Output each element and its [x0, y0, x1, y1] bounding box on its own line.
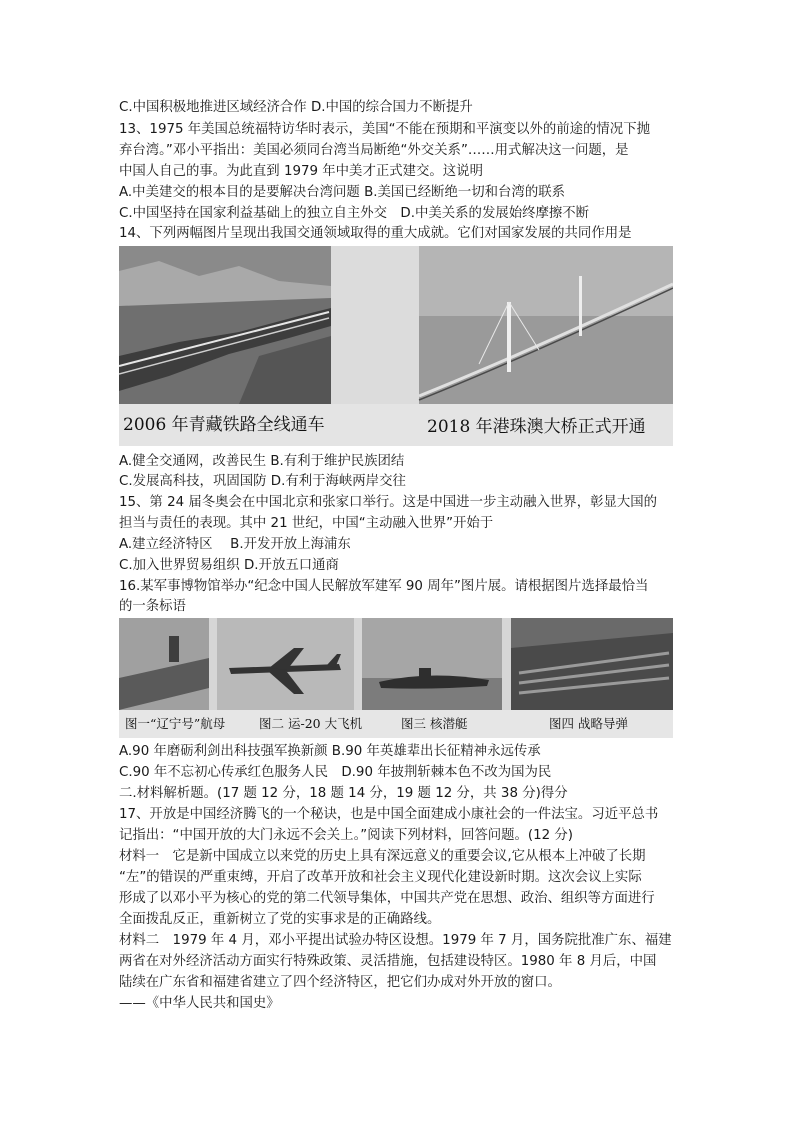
carrier-photo	[119, 618, 209, 710]
q16-figure	[119, 618, 673, 738]
material-1-line-3: 形成了以邓小平为核心的党的第二代领导集体，中国共产党在思想、政治、组织等方面进行	[119, 891, 655, 906]
q16-caption-2: 图二 运-20 大飞机	[259, 716, 363, 731]
q14-stem: 14、下列两幅图片呈现出我国交通领域取得的重大成就。它们对国家发展的共同作用是	[119, 226, 632, 241]
q17-stem-line-2: 记指出：“中国开放的大门永远不会关上。”阅读下列材料，回答问题。(12 分)	[119, 828, 574, 843]
q14-right-caption: 2018 年港珠澳大桥正式开通	[427, 417, 646, 437]
q16-caption-3: 图三 核潜艇	[401, 716, 468, 731]
q13-stem-line-1: 13、1975 年美国总统福特访华时表示，美国“不能在预期和平演变以外的前途的情况下抛	[119, 122, 650, 137]
section-2-heading: 二.材料解析题。(17 题 12 分，18 题 14 分，19 题 12 分，共 38 分)得分	[119, 786, 568, 801]
material-2-line-2: 两省在对外经济活动方面实行特殊政策、灵活措施，包括建设特区。1980 年 8 月后，中国	[119, 954, 657, 969]
q14-options-cd: C.发展高科技，巩固国防 D.有利于海峡两岸交往	[119, 474, 406, 489]
q13-stem-line-3: 中国人自己的事。为此直到 1979 年中美才正式建交。这说明	[119, 164, 483, 179]
material-2-line-3: 陆续在广东省和福建省建立了四个经济特区，把它们办成对外开放的窗口。	[119, 975, 561, 990]
q13-stem-line-2: 弃台湾。”邓小平指出：美国必须同台湾当局断绝“外交关系”……用式解决这一问题，是	[119, 143, 629, 158]
missile-photo	[511, 618, 673, 710]
material-2-source: ——《中华人民共和国史》	[119, 996, 280, 1011]
q14-options-ab: A.健全交通网，改善民生 B.有利于维护民族团结	[119, 454, 405, 469]
material-1-line-4: 全面拨乱反正，重新树立了党的实事求是的正确路线。	[119, 912, 441, 927]
q15-stem-line-1: 15、第 24 届冬奥会在中国北京和张家口举行。这是中国进一步主动融入世界，彰显大国的	[119, 495, 658, 510]
q17-stem-line-1: 17、开放是中国经济腾飞的一个秘诀，也是中国全面建成小康社会的一件法宝。习近平总书	[119, 807, 659, 822]
bridge-photo	[419, 246, 673, 404]
q12-options-cd: C.中国积极地推进区域经济合作 D.中国的综合国力不断提升	[119, 100, 473, 115]
plane-photo	[217, 618, 354, 710]
railway-photo	[119, 246, 331, 404]
q14-left-caption: 2006 年青藏铁路全线通车	[123, 415, 325, 435]
material-2-line-1: 材料二 1979 年 4 月，邓小平提出试验办特区设想。1979 年 7 月，国务院批准广东、福建	[119, 933, 672, 948]
q14-figure	[119, 246, 673, 446]
q15-options-cd: C.加入世界贸易组织 D.开放五口通商	[119, 558, 339, 573]
q15-stem-line-2: 担当与责任的表现。其中 21 世纪，中国“主动融入世界”开始于	[119, 516, 494, 531]
q13-options-cd: C.中国坚持在国家利益基础上的独立自主外交 D.中美关系的发展始终摩擦不断	[119, 206, 590, 221]
q16-caption-4: 图四 战略导弹	[549, 716, 628, 731]
q16-options-cd: C.90 年不忘初心传承红色服务人民 D.90 年披荆斩棘本色不改为国为民	[119, 765, 552, 780]
q15-options-ab: A.建立经济特区 B.开发开放上海浦东	[119, 537, 351, 552]
submarine-photo	[362, 618, 502, 710]
q13-options-ab: A.中美建交的根本目的是要解决台湾问题 B.美国已经断绝一切和台湾的联系	[119, 185, 565, 200]
q16-stem-line-2: 的一条标语	[119, 599, 186, 614]
material-1-line-1: 材料一 它是新中国成立以来党的历史上具有深远意义的重要会议,它从根本上冲破了长期	[119, 849, 646, 864]
q16-options-ab: A.90 年磨砺利剑出科技强军换新颜 B.90 年英雄辈出长征精神永远传承	[119, 744, 541, 759]
q16-caption-1: 图一“辽宁号”航母	[125, 716, 226, 731]
q16-stem-line-1: 16.某军事博物馆举办“纪念中国人民解放军建军 90 周年”图片展。请根据图片选择最恰当	[119, 579, 649, 594]
material-1-line-2: “左”的错误的严重束缚，开启了改革开放和社会主义现代化建设新时期。这次会议上实际	[119, 870, 642, 885]
